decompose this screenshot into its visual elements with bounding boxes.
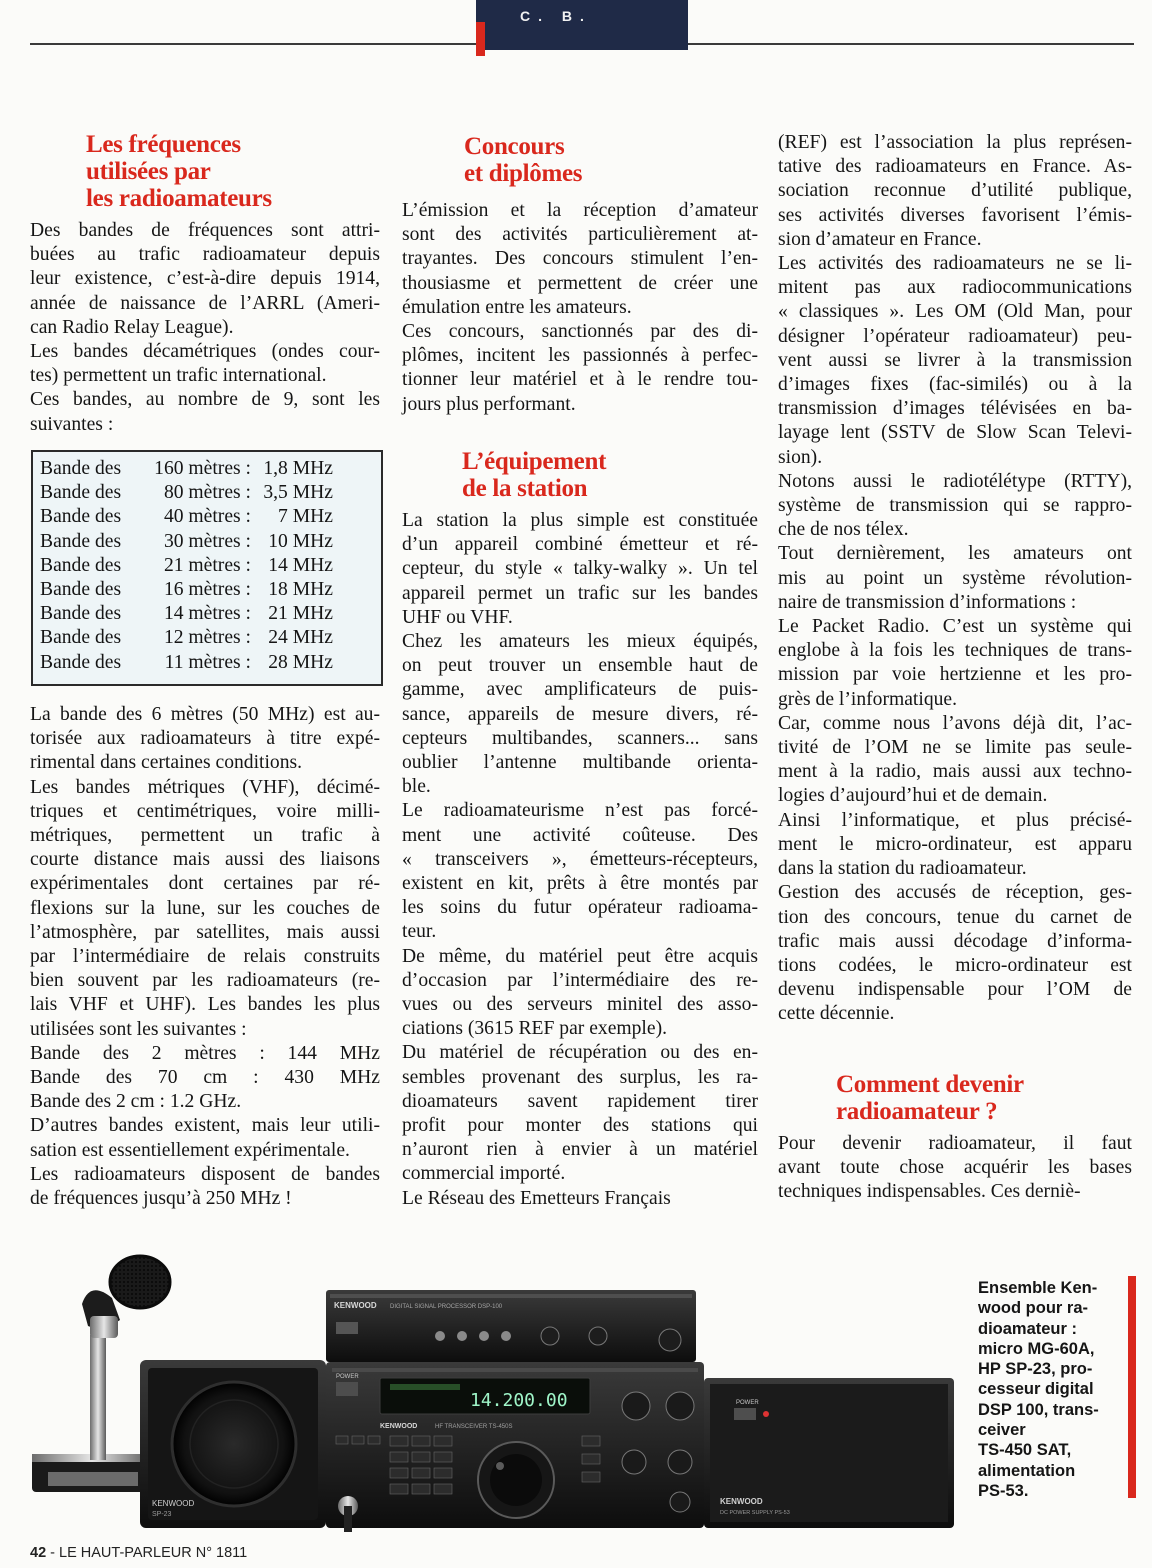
- band-meters: 40 mètres :: [163, 506, 251, 528]
- psu-power-label: POWER: [736, 1400, 759, 1406]
- band-row: [40, 505, 333, 529]
- text-line: teur.: [402, 921, 437, 943]
- caption-line: DSP 100, trans-: [978, 1400, 1099, 1419]
- text-line: ment une activité coûteuse. Des: [402, 824, 758, 846]
- text-line: les soins du futur opérateur radioama-: [402, 897, 758, 919]
- text-line: La station la plus simple est constituée: [402, 510, 758, 531]
- text-line: Ainsi l’informatique, et plus précisé-: [778, 809, 1132, 831]
- col2-heading-line: et diplômes: [464, 160, 583, 187]
- text-line: Tout dernièrement, les amateurs ont: [778, 543, 1132, 565]
- text-line: sembles provenant des surplus, les ra-: [402, 1066, 758, 1088]
- text-line: appareil permet un trafic sur les bandes: [402, 582, 758, 604]
- text-line: tivité de l’OM ne se limite pas seule-: [778, 737, 1132, 759]
- caption-line: alimentation: [978, 1461, 1076, 1480]
- text-line: buées au trafic radioamateur depuis: [30, 244, 380, 266]
- band-meters: 14 mètres :: [163, 603, 251, 625]
- text-line: Les bandes métriques (VHF), décimé-: [30, 776, 380, 798]
- header-rule-right: [688, 43, 1134, 45]
- text-line: courte distance mais aussi des liaisons: [30, 849, 380, 871]
- text-line: gamme, avec amplificateurs de puis-: [402, 679, 758, 701]
- text-line: sation est essentiellement expérimentale.: [30, 1139, 350, 1161]
- col1-heading-line: utilisées par: [86, 158, 211, 185]
- text-line: d’occasion par l’intermédiaire des re-: [402, 969, 758, 991]
- band-meters: 30 mètres :: [163, 530, 251, 552]
- band-label: Bande des: [40, 627, 122, 649]
- text-line: l’atmosphère, par satellites, mais aussi: [30, 921, 380, 943]
- text-line: Les radioamateurs disposent de bandes: [30, 1163, 380, 1185]
- text-line: La bande des 6 mètres (50 MHz) est au-: [30, 704, 380, 725]
- publication-name: - LE HAUT-PARLEUR N° 1811: [50, 1545, 248, 1561]
- text-line: UHF ou VHF.: [402, 606, 513, 628]
- col1-heading-line: les radioamateurs: [86, 185, 272, 212]
- text-line: dioamateurs savent rapidement tirer: [402, 1090, 758, 1112]
- text-line: Le Réseau des Emetteurs Français: [402, 1187, 671, 1209]
- band-row: [40, 530, 333, 554]
- text-line: Ces bandes, au nombre de 9, sont les: [30, 389, 380, 411]
- photo-caption: [978, 1278, 1123, 1501]
- text-line: d’images fixes (fac-similés) ou à la: [778, 374, 1132, 396]
- band-row: [40, 578, 333, 602]
- text-line: De même, du matériel peut être acquis: [402, 945, 758, 967]
- col2-heading-line: Concours: [464, 133, 565, 160]
- text-line: tions codées, le micro-ordinateur est: [778, 954, 1132, 976]
- band-table: [31, 450, 383, 686]
- text-line: cepteurs multibandes, scanners... sans: [402, 727, 758, 749]
- text-line: d’un appareil combiné émetteur et ré-: [402, 534, 758, 556]
- text-line: n’auront rien à envier à un matériel: [402, 1139, 758, 1161]
- text-line: Les activités des radioamateurs ne se li-: [778, 253, 1132, 275]
- text-line: layage lent (SSTV de Slow Scan Televi-: [778, 422, 1132, 444]
- band-label: Bande des: [40, 554, 122, 576]
- psu-model-label: DC POWER SUPPLY PS-53: [720, 1510, 790, 1516]
- text-line: torisée aux radioamateurs à titre expé-: [30, 728, 380, 750]
- caption-line: wood pour ra-: [978, 1299, 1088, 1318]
- text-line: on peut trouver un ensemble haut de: [402, 655, 758, 677]
- caption-line: micro MG-60A,: [978, 1339, 1095, 1358]
- band-row: [40, 481, 333, 505]
- band-frequency: 24 MHz: [268, 627, 333, 649]
- text-line: mission par voie hertzienne et les pro-: [778, 664, 1132, 686]
- text-line: Le radioamateurisme n’est pas forcé-: [402, 800, 758, 822]
- text-line: flexions sur la lune, sur les couches de: [30, 897, 380, 919]
- text-line: sion).: [778, 446, 823, 468]
- text-line: trafic mais aussi décodage d’informa-: [778, 930, 1132, 952]
- page-footer: [30, 1545, 247, 1561]
- text-line: sion d’amateur en France.: [778, 228, 982, 250]
- band-row: [40, 554, 333, 578]
- text-line: avant toute chose acquérir les bases: [778, 1157, 1132, 1179]
- col2-paragraph-contests: [402, 199, 758, 417]
- band-row: [40, 602, 333, 626]
- caption-line: HP SP-23, pro-: [978, 1360, 1093, 1379]
- frequency-display: 14.200.00: [470, 1390, 568, 1411]
- col1-intro-paragraph: [30, 219, 380, 437]
- band-meters: 21 mètres :: [163, 554, 251, 576]
- band-frequency: 3,5 MHz: [263, 482, 333, 504]
- band-meters: 11 mètres :: [164, 651, 251, 673]
- col2-heading-equipment: [462, 448, 742, 502]
- section-tag: C. B.: [520, 8, 592, 24]
- band-label: Bande des: [40, 506, 122, 528]
- col1-heading: [86, 131, 376, 212]
- text-line: lais VHF et UHF). Les bandes les plus: [30, 994, 380, 1016]
- text-line: désigner l’opérateur radioamateur) peu-: [778, 325, 1132, 347]
- band-frequency: 14 MHz: [268, 554, 333, 576]
- col3-heading-become: [836, 1071, 1126, 1125]
- text-line: émulation entre les amateurs.: [402, 296, 632, 318]
- col3-heading-line: radioamateur ?: [836, 1098, 998, 1125]
- caption-line: ceiver: [978, 1421, 1026, 1440]
- caption-line: PS-53.: [978, 1481, 1029, 1500]
- col3-paragraph-become: [778, 1132, 1132, 1205]
- text-line: cette décennie.: [778, 1003, 895, 1025]
- text-line: che de nos télex.: [778, 519, 909, 541]
- band-frequency: 1,8 MHz: [263, 458, 333, 479]
- text-line: techniques indispensables. Ces derniè-: [778, 1181, 1081, 1203]
- text-line: Le Packet Radio. C’est un système qui: [778, 616, 1132, 638]
- caption-line: dioamateur :: [978, 1319, 1078, 1338]
- text-line: « classiques ». Les OM (Old Man, pour: [778, 301, 1132, 323]
- text-line: Gestion des accusés de réception, ges-: [778, 882, 1132, 904]
- text-line: Bande des 70 cm : 430 MHz: [30, 1067, 380, 1089]
- text-line: année de naissance de l’ARRL (Ameri-: [30, 292, 380, 314]
- text-line: cepteur, du style « talky-walky ». Un tel: [402, 558, 758, 580]
- transceiver-brand-label: KENWOOD: [380, 1423, 418, 1430]
- text-line: « transceivers », émetteurs-récepteurs,: [402, 848, 758, 870]
- text-line: existent en kit, prêts à être montés par: [402, 873, 758, 895]
- text-line: trayantes. Des concours stimulent l’en-: [402, 248, 758, 270]
- text-line: leur existence, c’est-à-dire depuis 1914,: [30, 268, 380, 290]
- text-line: suivantes :: [30, 413, 114, 435]
- col3-paragraph-ref: [778, 131, 1132, 1027]
- text-line: dans la station du radioamateur.: [778, 858, 1027, 880]
- col2-heading-contests: [464, 133, 744, 187]
- header-rule-left: [30, 43, 476, 45]
- caption-line: Ensemble Ken-: [978, 1279, 1098, 1297]
- text-line: tionner leur matériel et à le rendre tou-: [402, 369, 758, 391]
- text-line: jours plus performant.: [402, 393, 576, 415]
- dsp-brand-label: KENWOOD: [334, 1301, 377, 1310]
- text-line: (REF) est l’association la plus représen-: [778, 132, 1132, 153]
- text-line: Pour devenir radioamateur, il faut: [778, 1133, 1132, 1154]
- band-frequency: 21 MHz: [268, 603, 333, 625]
- text-line: ciations (3615 REF par exemple).: [402, 1018, 667, 1040]
- text-line: métriques, permettent un trafic à: [30, 825, 380, 847]
- text-line: thousiasme et permettent de créer une: [402, 272, 758, 294]
- band-label: Bande des: [40, 603, 122, 625]
- text-line: englobe à la fois les techniques de trans-: [778, 640, 1132, 662]
- transceiver-model-label: HF TRANSCEIVER TS-450S: [435, 1424, 513, 1430]
- band-label: Bande des: [40, 458, 122, 479]
- text-line: vues ou des serveurs minitel des asso-: [402, 994, 758, 1016]
- text-line: triques et centimétriques, voire milli-: [30, 800, 380, 822]
- text-line: plômes, incitent les passionnés à perfec-: [402, 345, 758, 367]
- band-row: [40, 651, 333, 675]
- text-line: tes) permettent un trafic international.: [30, 365, 327, 387]
- text-line: expérimentales dont certaines par ré-: [30, 873, 380, 895]
- speaker-model-label: SP-23: [152, 1511, 172, 1518]
- text-line: mis au point un système révolution-: [778, 567, 1132, 589]
- band-frequency: 18 MHz: [268, 579, 333, 600]
- text-line: transmission d’images télévisées en ba-: [778, 398, 1132, 420]
- text-line: sociation reconnue d’utilité publique,: [778, 180, 1132, 202]
- power-supply-ps53: [704, 1378, 954, 1528]
- caption-line: TS-450 SAT,: [978, 1441, 1072, 1460]
- text-line: ses activités diverses favorisent l’émis-: [778, 204, 1132, 226]
- band-frequency: 10 MHz: [268, 530, 333, 552]
- text-line: naire de transmission d’informations :: [778, 591, 1077, 613]
- text-line: Du matériel de récupération ou des en-: [402, 1042, 758, 1064]
- col2-heading-line: de la station: [462, 475, 588, 502]
- text-line: sance, appareils de mesure divers, ré-: [402, 703, 758, 725]
- caption-line: cesseur digital: [978, 1380, 1094, 1399]
- dsp-model-label: DIGITAL SIGNAL PROCESSOR DSP-100: [390, 1304, 503, 1310]
- text-line: vent aussi se livrer à la transmission: [778, 349, 1132, 371]
- text-line: par l’intermédiaire de relais construits: [30, 946, 380, 968]
- text-line: utilisées sont les suivantes :: [30, 1018, 247, 1040]
- text-line: devenu indispensable pour l’OM de: [778, 979, 1132, 1001]
- section-tab-accent: [476, 22, 485, 56]
- text-line: Car, comme nous l’avons déjà dit, l’ac-: [778, 712, 1132, 734]
- col1-heading-line: Les fréquences: [86, 131, 241, 158]
- psu-brand-label: KENWOOD: [720, 1497, 763, 1506]
- band-frequency: 7 MHz: [278, 506, 333, 528]
- band-meters: 160 mètres :: [154, 458, 251, 479]
- text-line: Des bandes de fréquences sont attri-: [30, 220, 380, 241]
- text-line: profit pour monter des stations qui: [402, 1115, 758, 1137]
- band-label: Bande des: [40, 651, 122, 673]
- dsp-100: [326, 1290, 696, 1362]
- band-label: Bande des: [40, 482, 122, 504]
- text-line: bien souvent par les radioamateurs (re-: [30, 970, 380, 992]
- caption-accent-bar: [1128, 1276, 1136, 1498]
- text-line: ble.: [402, 776, 431, 798]
- text-line: Bande des 2 mètres : 144 MHz: [30, 1042, 380, 1064]
- text-line: commercial importé.: [402, 1163, 566, 1185]
- text-line: sont des activités particulièrement at-: [402, 224, 758, 246]
- text-line: logies d’aujourd’hui et de demain.: [778, 785, 1048, 807]
- text-line: L’émission et la réception d’amateur: [402, 200, 758, 221]
- col1-body-paragraph: [30, 703, 380, 1211]
- col3-heading-line: Comment devenir: [836, 1071, 1024, 1098]
- band-row: [40, 457, 333, 481]
- text-line: Notons aussi le radiotélétype (RTTY),: [778, 470, 1132, 492]
- text-line: mitent pas aux radiocommunications: [778, 277, 1132, 299]
- text-line: Chez les amateurs les mieux équipés,: [402, 631, 758, 653]
- transceiver-ts450s: [326, 1362, 704, 1532]
- text-line: Les bandes décamétriques (ondes cour-: [30, 341, 380, 363]
- band-meters: 16 mètres :: [163, 579, 251, 600]
- text-line: oublier l’antenne multibande orienta-: [402, 752, 758, 774]
- text-line: Bande des 2 cm : 1.2 GHz.: [30, 1091, 242, 1113]
- band-label: Bande des: [40, 579, 122, 600]
- col2-paragraph-equipment: [402, 509, 758, 1211]
- band-row: [40, 626, 333, 650]
- text-line: Ces concours, sanctionnés par des di-: [402, 321, 758, 343]
- kenwood-station-photo: [30, 1240, 960, 1532]
- text-line: D’autres bandes existent, mais leur utili-: [30, 1115, 380, 1137]
- text-line: ment à la radio, mais aussi aux techno-: [778, 761, 1132, 783]
- text-line: can Radio Relay League).: [30, 316, 234, 338]
- col2-heading-line: L’équipement: [462, 448, 607, 475]
- speaker-brand-label: KENWOOD: [152, 1499, 195, 1508]
- band-frequency: 28 MHz: [268, 651, 333, 673]
- page-number: 42: [30, 1545, 47, 1561]
- text-line: de fréquences jusqu’à 250 MHz !: [30, 1188, 292, 1210]
- text-line: tative des radioamateurs en France. As-: [778, 156, 1132, 178]
- band-meters: 80 mètres :: [163, 482, 251, 504]
- speaker-sp23: [140, 1360, 326, 1528]
- band-meters: 12 mètres :: [163, 627, 251, 649]
- band-label: Bande des: [40, 530, 122, 552]
- transceiver-power-label: POWER: [336, 1374, 359, 1380]
- text-line: tion des concours, tenue du carnet de: [778, 906, 1132, 928]
- text-line: ment le micro-ordinateur, est apparu: [778, 833, 1132, 855]
- text-line: grès de l’informatique.: [778, 688, 958, 710]
- text-line: rimental dans certaines conditions.: [30, 752, 303, 774]
- text-line: système de transmission qui se rappro-: [778, 495, 1132, 517]
